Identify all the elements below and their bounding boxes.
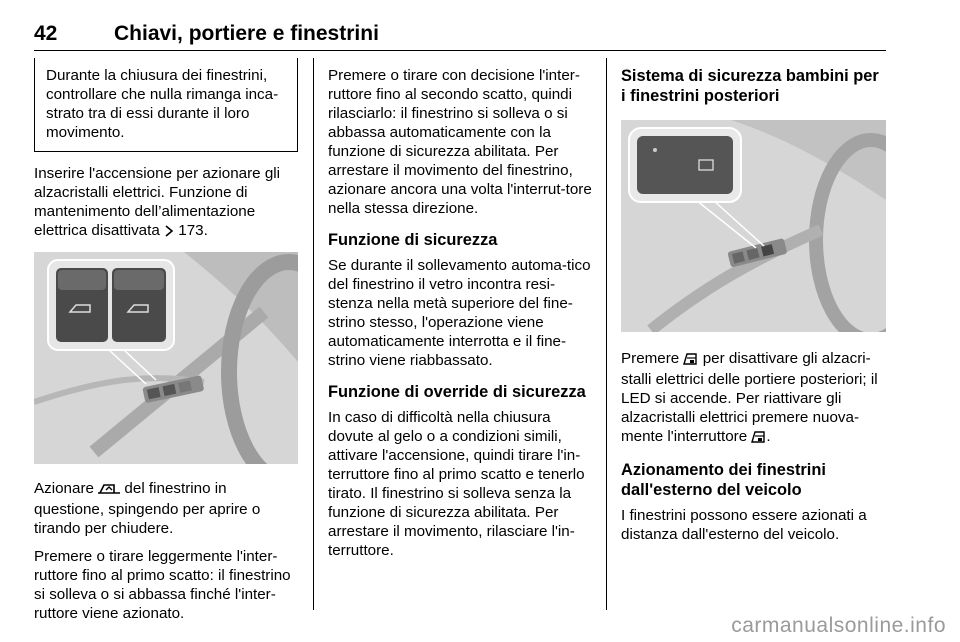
child-lock-figure xyxy=(621,120,886,332)
safety-override-paragraph: In caso di difficoltà nella chiusura dovute al gelo o a condizioni simili, attivare l'accensione, quindi tirare l'in-terruttore fino al primo scatto e tenerlo tirato. Il finestrino si solleva senza la funzione di sicurezza abilitata. Per arrestare il movimento, rilasciare l'in-terruttore. xyxy=(328,409,585,559)
child-lock-text-b: per disattivare gli alzacri-stalli elettrici delle portiere posteriori; il LED si accende. Per riattivare gli alzacristalli elettrici premere nuova-mente l'interruttore xyxy=(621,350,878,445)
column-2 xyxy=(328,58,592,560)
window-switch-icon xyxy=(98,481,120,500)
first-step-paragraph: Premere o tirare leggermente l'inter-ruttore fino al primo scatto: il finestrino si solleva o si abbassa finché l'inter-ruttore viene azionato. xyxy=(34,548,291,622)
safety-function-paragraph: Se durante il sollevamento automa-tico del finestrino il vetro incontra resi-stenza nella metà superiore del fine-strino stesso, l'operazione viene automaticamente interrotta e il fine-strino viene riabbassato. xyxy=(328,257,591,369)
column-divider-2 xyxy=(606,58,607,610)
page-number: 42 xyxy=(34,22,58,45)
watermark: carmanualsonline.info xyxy=(731,614,946,637)
chapter-title: Chiavi, portiere e finestrini xyxy=(114,22,379,45)
child-lock-icon xyxy=(683,351,698,370)
ignition-text: Inserire l'accensione per azionare gli alzacristalli elettrici. Funzione di mantenimento dell’alimentazione elettrica disattivata xyxy=(34,165,281,239)
warning-text: Durante la chiusura dei finestrini, controllare che nulla rimanga inca-strato tra di essi durante il loro movimento. xyxy=(46,67,279,141)
page-header xyxy=(34,22,886,51)
page-ref-link[interactable]: 173. xyxy=(178,222,208,239)
child-lock-text-c: . xyxy=(766,428,771,445)
remote-operation-heading: Azionamento dei finestrini dall'esterno del veicolo xyxy=(621,461,826,499)
safety-function-heading: Funzione di sicurezza xyxy=(328,231,498,249)
child-lock-paragraph xyxy=(621,349,886,448)
column-divider-1 xyxy=(313,58,314,610)
child-lock-text-a: Premere xyxy=(621,350,680,367)
warning-box xyxy=(34,58,298,152)
column-1 xyxy=(34,58,298,623)
remote-operation-paragraph: I finestrini possono essere azionati a distanza dall'esterno del veicolo. xyxy=(621,507,867,543)
column-3 xyxy=(621,58,886,544)
operate-text-a: Azionare xyxy=(34,480,94,497)
operate-paragraph xyxy=(34,479,298,538)
window-switch-figure xyxy=(34,252,298,464)
child-lock-icon xyxy=(751,429,766,448)
ignition-paragraph xyxy=(34,164,298,242)
page-ref-icon xyxy=(164,223,174,242)
operate-text-b: del finestrino in questione, spingendo per aprire o tirando per chiudere. xyxy=(34,480,261,537)
child-lock-heading: Sistema di sicurezza bambini per i finestrini posteriori xyxy=(621,67,879,105)
second-step-paragraph: Premere o tirare con decisione l'inter-ruttore fino al secondo scatto, quindi rilasciarlo: il finestrino si solleva o si abbassa automaticamente con la funzione di sicurezza abilitata. Per arrestare il movimento del finestrino, azionare ancora una volta l'interrut-tore nella stessa direzione. xyxy=(328,67,592,217)
safety-override-heading: Funzione di override di sicurezza xyxy=(328,383,586,401)
